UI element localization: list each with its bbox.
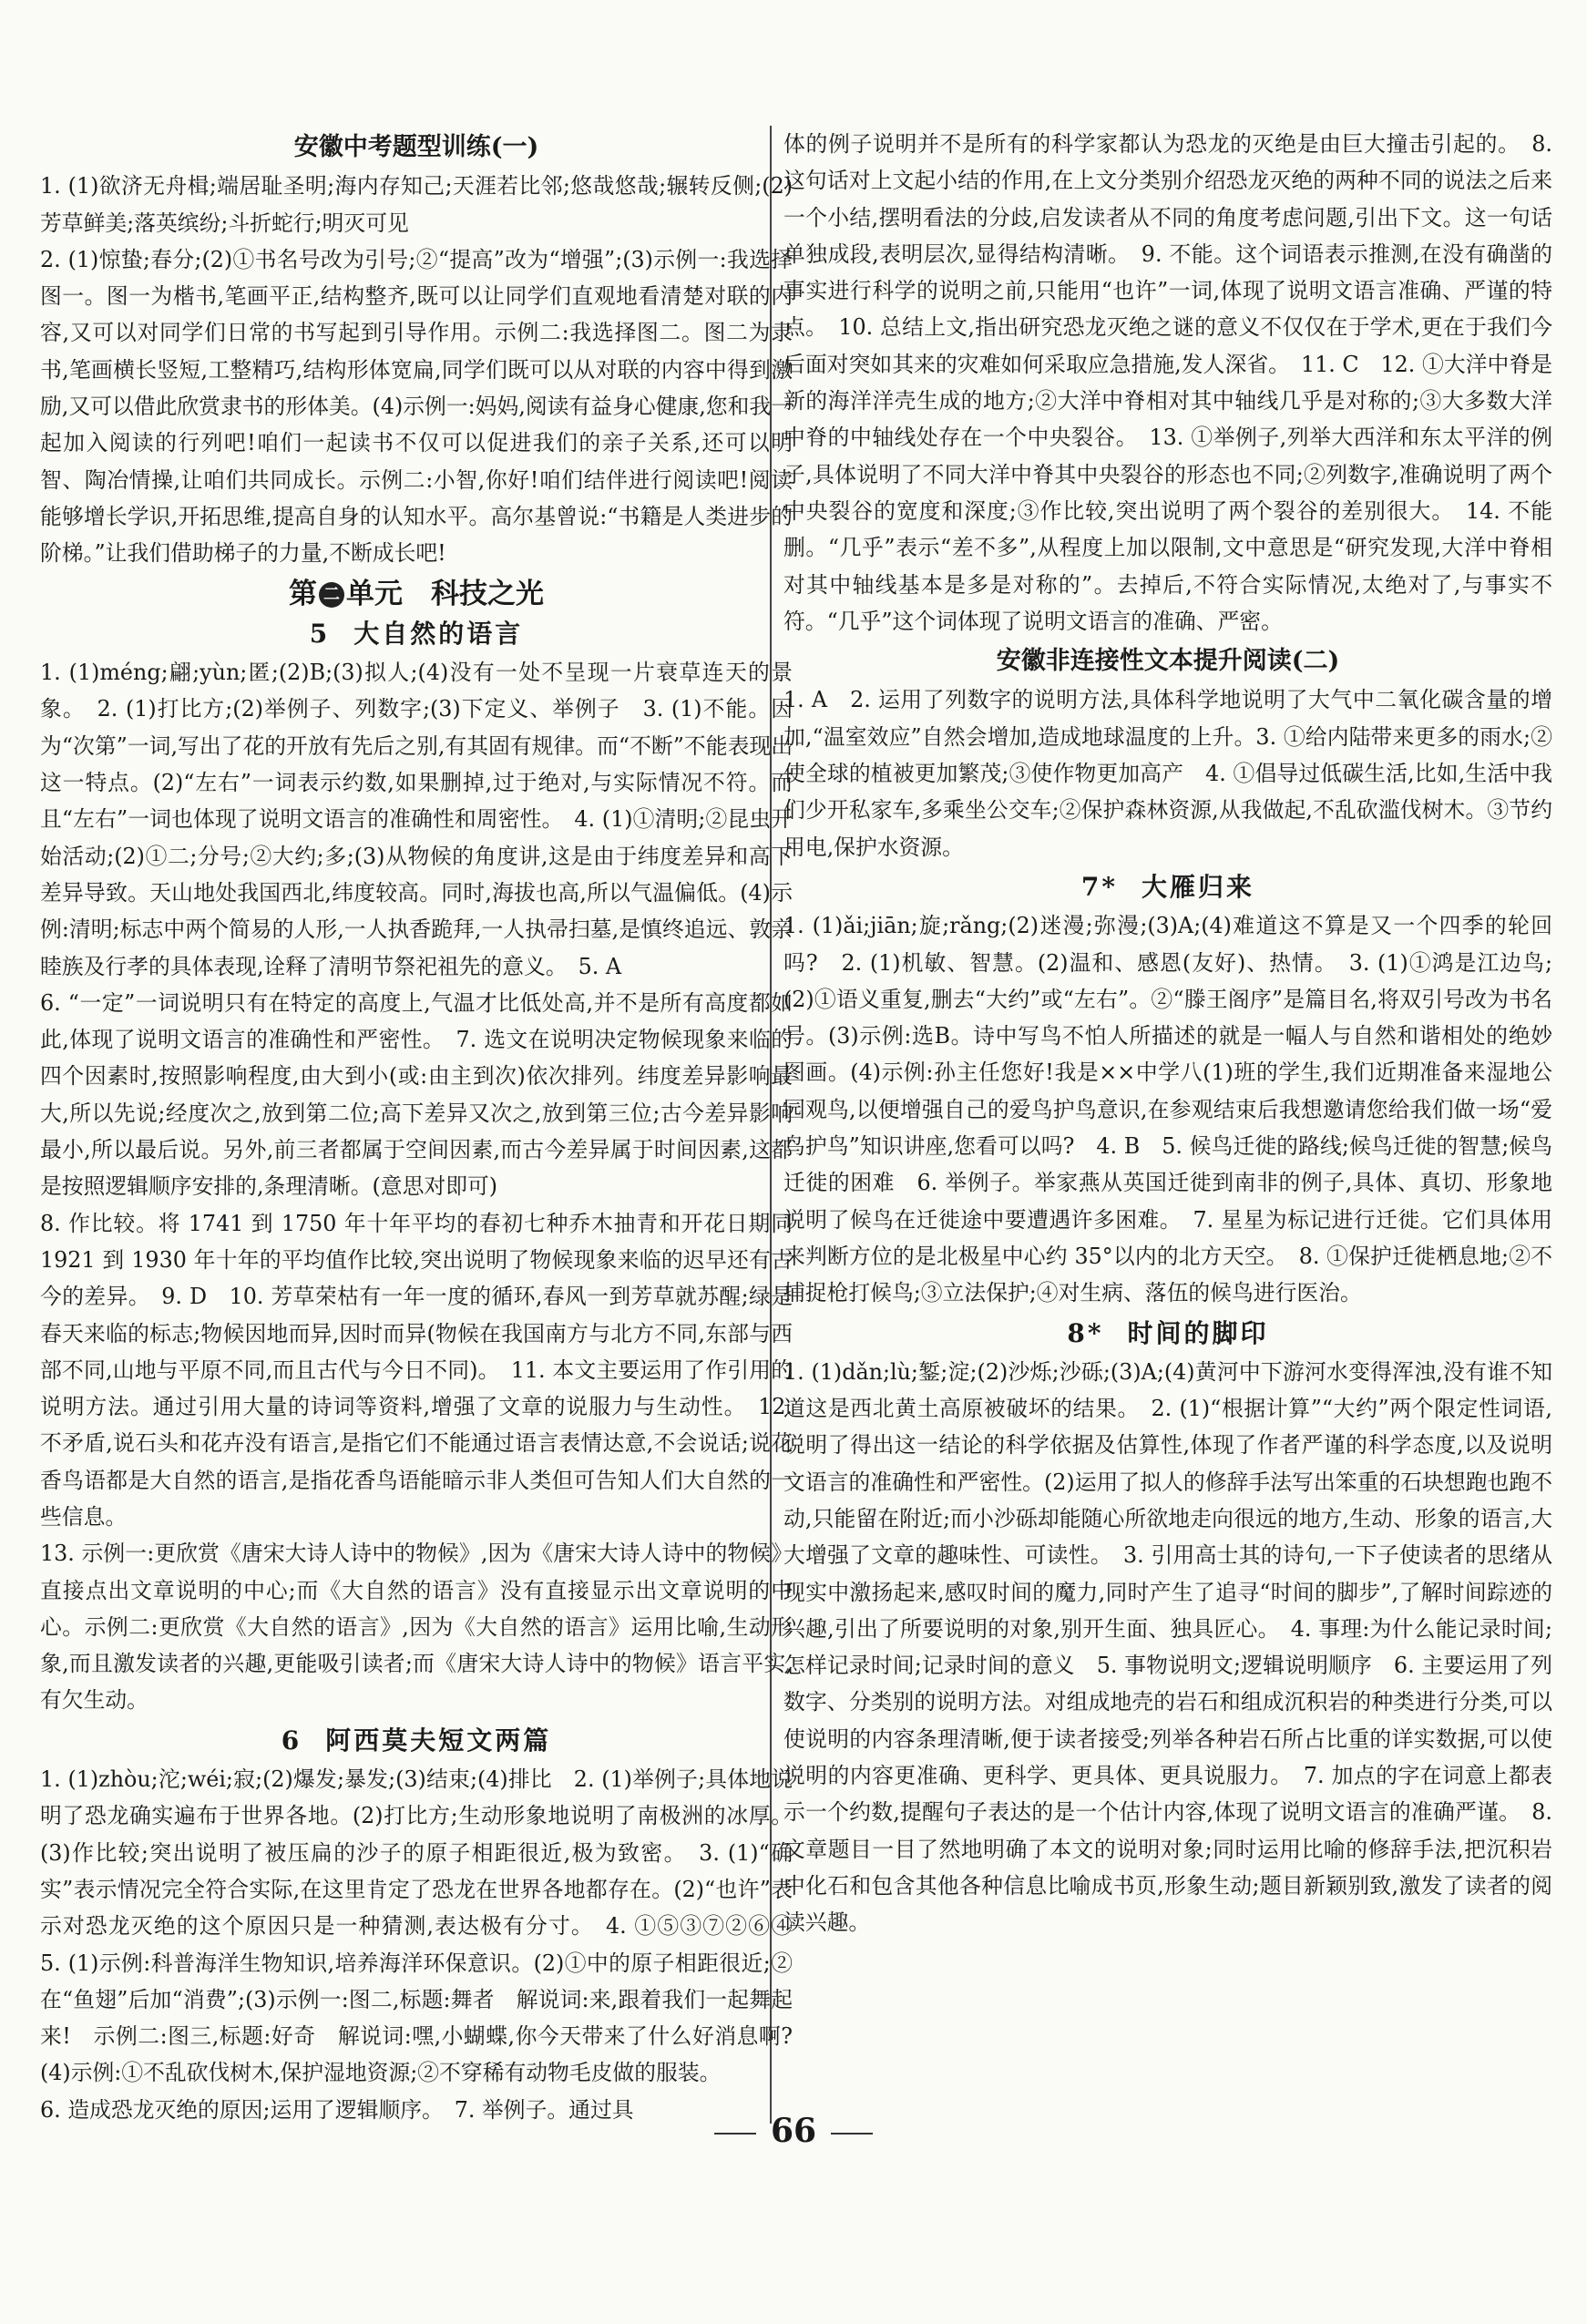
- answer-paragraph: 1. (1)méng;翩;yùn;匿;(2)B;(3)拟人;(4)没有一处不呈现一片衰草连天的景象。 2. (1)打比方;(2)举例子、列数字;(3)下定义、举例子 3. (1)不能。因为“次第”一词,写出了花的开放有先后之别,有其固有规律。而“不断”不能表现出这一特点。(2)“左右”一词表示约数,如果删掉,过于绝对,与实际情况不符。而且“左右”一词也体现了说明文语言的准确性和周密性。 4. (1)①清明;②昆虫开始活动;(2)①二;分号;②大约;多;(3)从物候的角度讲,这是由于纬度差异和高下差异导致。天山地处我国西北,纬度较高。同时,海拔也高,所以气温偏低。(4)示例:清明;标志中两个简易的人形,一人执香跪拜,一人执帚扫墓,是慎终追远、敦亲睦族及行孝的具体表现,诠释了清明节祭祀祖先的意义。 5. A: [40, 660, 793, 979]
- section-title: 安徽非连接性文本提升阅读(二): [996, 647, 1340, 676]
- lesson-title-text: 时间的脚印: [1127, 1317, 1269, 1348]
- lesson-number: 8*: [1067, 1317, 1104, 1348]
- left-column: [40, 126, 793, 2124]
- unit-number-badge: 二: [319, 582, 344, 608]
- lesson-title-text: 阿西莫夫短文两篇: [325, 1725, 552, 1756]
- lesson-title: [783, 1316, 1552, 1352]
- page-number-dash-left: [714, 2133, 756, 2135]
- page-number-dash-right: [831, 2133, 873, 2135]
- answer-paragraph: 1. A 2. 运用了列数字的说明方法,具体科学地说明了大气中二氧化碳含量的增加,“温室效应”自然会增加,造成地球温度的上升。3. ①给内陆带来更多的雨水;②使全球的植被更加繁茂;③使作物更加高产 4. ①倡导过低碳生活,比如,生活中我们少开私家车,多乘坐公交车;②保护森林资源,从我做起,不乱砍滥伐树木。③节约用电,保护水资源。: [783, 687, 1552, 860]
- unit-title-prefix: 第: [289, 577, 317, 610]
- answer-paragraph: 2. (1)惊蛰;春分;(2)①书名号改为引号;②“提高”改为“增强”;(3)示例一:我选择图一。图一为楷书,笔画平正,结构整齐,既可以让同学们直观地看清楚对联的内容,又可以对同学们日常的书写起到引导作用。示例二:我选择图二。图二为隶书,笔画横长竖短,工整精巧,结构形体宽扁,同学们既可以从对联的内容中得到激励,又可以借此欣赏隶书的形体美。(4)示例一:妈妈,阅读有益身心健康,您和我一起加入阅读的行列吧!咱们一起读书不仅可以促进我们的亲子关系,还可以明智、陶冶情操,让咱们共同成长。示例二:小智,你好!咱们结伴进行阅读吧!阅读能够增长学识,开拓思维,提高自身的认知水平。高尔基曾说:“书籍是人类进步的阶梯。”让我们借助梯子的力量,不断成长吧!: [40, 246, 793, 567]
- lesson-title: [40, 616, 793, 652]
- lesson-number: 6: [281, 1725, 302, 1756]
- lesson-number: 7*: [1080, 871, 1119, 902]
- lesson-title-text: 大雁归来: [1142, 871, 1255, 902]
- answer-paragraph: 1. (1)欲济无舟楫;端居耻圣明;海内存知己;天涯若比邻;悠哉悠哉;辗转反侧;(2)芳草鲜美;落英缤纷;斗折蛇行;明灭可见: [40, 173, 793, 236]
- page-number-value: 66: [770, 2112, 817, 2150]
- answer-paragraph: 8. 作比较。将 1741 到 1750 年十年平均的春初七种乔木抽青和开花日期同 1921 到 1930 年十年的平均值作比较,突出说明了物候现象来临的迟早还有古今的差异。 9. D 10. 芳草荣枯有一年一度的循环,春风一到芳草就苏醒;绿是春天来临的标志;物候因地而异,因时而异(物候在我国南方与北方不同,东部与西部不同,山地与平原不同,而且古代与今日不同)。 11. 本文主要运用了作引用的说明方法。通过引用大量的诗词等资料,增强了文章的说服力与生动性。 12. 不矛盾,说石头和花卉没有语言,是指它们不能通过语言表情达意,不会说话;说花香鸟语都是大自然的语言,是指花香鸟语能暗示非人类但可告知人们大自然的一些信息。: [40, 1210, 793, 1530]
- answer-paragraph: 6. “一定”一词说明只有在特定的高度上,气温才比低处高,并不是所有高度都如此,体现了说明文语言的准确性和严密性。 7. 选文在说明决定物候现象来临的四个因素时,按照影响程度,由大到小(或:由主到次)依次排列。纬度差异影响最大,所以先说;经度次之,放到第二位;高下差异又次之,放到第三位;古今差异影响最小,所以最后说。另外,前三者都属于空间因素,而古今差异属于时间因素,这都是按照逻辑顺序安排的,条理清晰。(意思对即可): [40, 989, 793, 1200]
- section-title: 安徽中考题型训练(一): [293, 133, 539, 161]
- unit-title: [40, 576, 793, 612]
- lesson-title: [40, 1723, 793, 1759]
- answer-paragraph: 6. 造成恐龙灭绝的原因;运用了逻辑顺序。 7. 举例子。通过具: [40, 2096, 634, 2123]
- lesson-title: [783, 869, 1552, 906]
- answer-paragraph: 体的例子说明并不是所有的科学家都认为恐龙的灭绝是由巨大撞击引起的。 8. 这句话对上文起小结的作用,在上文分类别介绍恐龙灭绝的两种不同的说法之后来一个小结,摆明看法的分歧,启发读者从不同的角度考虑问题,引出下文。这一句话单独成段,表明层次,显得结构清晰。 9. 不能。这个词语表示推测,在没有确凿的事实进行科学的说明之前,只能用“也许”一词,体现了说明文语言准确、严谨的特点。 10. 总结上文,指出研究恐龙灭绝之谜的意义不仅仅在于学术,更在于我们今后面对突如其来的灾难如何采取应急措施,发人深省。 11. C 12. ①大洋中脊是新的海洋洋壳生成的地方;②大洋中脊相对其中轴线几乎是对称的;③大多数大洋中脊的中轴线处存在一个中央裂谷。 13. ①举例子,列举大西洋和东太平洋的例子,具体说明了不同大洋中脊其中央裂谷的形态也不同;②列数字,准确说明了两个中央裂谷的宽度和深度;③作比较,突出说明了两个裂谷的差别很大。 14. 不能删。“几乎”表示“差不多”,从程度上加以限制,文中意思是“研究发现,大洋中脊相对其中轴线基本是多是对称的”。去掉后,不符合实际情况,太绝对了,与事实不符。“几乎”这个词体现了说明文语言的准确、严密。: [783, 131, 1552, 634]
- lesson-number: 5: [309, 618, 331, 649]
- right-column: [783, 126, 1552, 2124]
- answer-paragraph: 1. (1)zhòu;沱;wéi;寂;(2)爆发;暴发;(3)结束;(4)排比 2. (1)举例子;具体地说明了恐龙确实遍布于世界各地。(2)打比方;生动形象地说明了南极洲的冰厚。(3)作比较;突出说明了被压扁的沙子的原子相距很近,极为致密。 3. (1)“确实”表示情况完全符合实际,在这里肯定了恐龙在世界各地都存在。(2)“也许”表示对恐龙灭绝的这个原因只是一种猜测,表达极有分寸。 4. ①⑤③⑦②⑥④ 5. (1)示例:科普海洋生物知识,培养海洋环保意识。(2)①中的原子相距很近;②在“鱼翅”后加“消费”;(3)示例一:图二,标题:舞者 解说词:来,跟着我们一起舞起来! 示例二:图三,标题:好奇 解说词:嘿,小蝴蝶,你今天带来了什么好消息啊?(4)示例:①不乱砍伐树木,保护湿地资源;②不穿稀有动物毛皮做的服装。: [40, 1766, 793, 2086]
- answer-paragraph: 1. (1)dǎn;lù;錾;淀;(2)沙烁;沙砾;(3)A;(4)黄河中下游河水变得浑浊,没有谁不知道这是西北黄土高原被破坏的结果。 2. (1)“根据计算”“大约”两个限定性词语,说明了得出这一结论的科学依据及估算性,体现了作者严谨的科学态度,以及说明文语言的准确性和严密性。(2)运用了拟人的修辞手法写出笨重的石块想跑也跑不动,只能留在附近;而小沙砾却能随心所欲地走向很远的地方,生动、形象的语言,大大增强了文章的趣味性、可读性。 3. 引用高士其的诗句,一下子使读者的思绪从现实中激扬起来,感叹时间的魔力,同时产生了追寻“时间的脚步”,了解时间踪迹的兴趣,引出了所要说明的对象,别开生面、独具匠心。 4. 事理:为什么能记录时间;怎样记录时间;记录时间的意义 5. 事物说明文;逻辑说明顺序 6. 主要运用了列数字、分类别的说明方法。对组成地壳的岩石和组成沉积岩的种类进行分类,可以使说明的内容条理清晰,便于读者接受;列举各种岩石所占比重的详实数据,可以使说明的内容更准确、更科学、更具体、更具说服力。 7. 加点的字在词意上都表示一个约数,提醒句子表达的是一个估计内容,体现了说明文语言的准确严谨。 8. 文章题目一目了然地明确了本文的说明对象;同时运用比喻的修辞手法,把沉积岩中化石和包含其他各种信息比喻成书页,形象生动;题目新颖别致,激发了读者的阅读兴趣。: [783, 1358, 1552, 1936]
- answer-paragraph: 13. 示例一:更欣赏《唐宋大诗人诗中的物候》,因为《唐宋大诗人诗中的物候》直接点出文章说明的中心;而《大自然的语言》没有直接显示出文章说明的中心。示例二:更欣赏《大自然的语言》,因为《大自然的语言》运用比喻,生动形象,而且激发读者的兴趣,更能吸引读者;而《唐宋大诗人诗中的物候》语言平实,有欠生动。: [40, 1541, 793, 1714]
- unit-title-text: 单元 科技之光: [346, 577, 544, 610]
- lesson-title-text: 大自然的语言: [353, 618, 524, 649]
- page-number: [0, 2112, 1587, 2150]
- answer-paragraph: 1. (1)ǎi;jiān;旋;rǎng;(2)迷漫;弥漫;(3)A;(4)难道这不算是又一个四季的轮回吗? 2. (1)机敏、智慧。(2)温和、感恩(友好)、热情。 3. (1)①鸿是江边鸟;(2)①语义重复,删去“大约”或“左右”。②“滕王阁序”是篇目名,将双引号改为书名号。(3)示例:选B。诗中写鸟不怕人所描述的就是一幅人与自然和谐相处的绝妙图画。(4)示例:孙主任您好!我是××中学八(1)班的学生,我们近期准备来湿地公园观鸟,以便增强自己的爱鸟护鸟意识,在参观结束后我想邀请您给我们做一场“爱鸟护鸟”知识讲座,您看可以吗? 4. B 5. 候鸟迁徙的路线;候鸟迁徙的智慧;候鸟迁徙的困难 6. 举例子。举家燕从英国迁徙到南非的例子,具体、真切、形象地说明了候鸟在迁徙途中要遭遇许多困难。 7. 星星为标记进行迁徙。它们具体用来判断方位的是北极星中心约 35°以内的北方天空。 8. ①保护迁徙栖息地;②不捕捉枪打候鸟;③立法保护;④对生病、落伍的候鸟进行医治。: [783, 913, 1552, 1306]
